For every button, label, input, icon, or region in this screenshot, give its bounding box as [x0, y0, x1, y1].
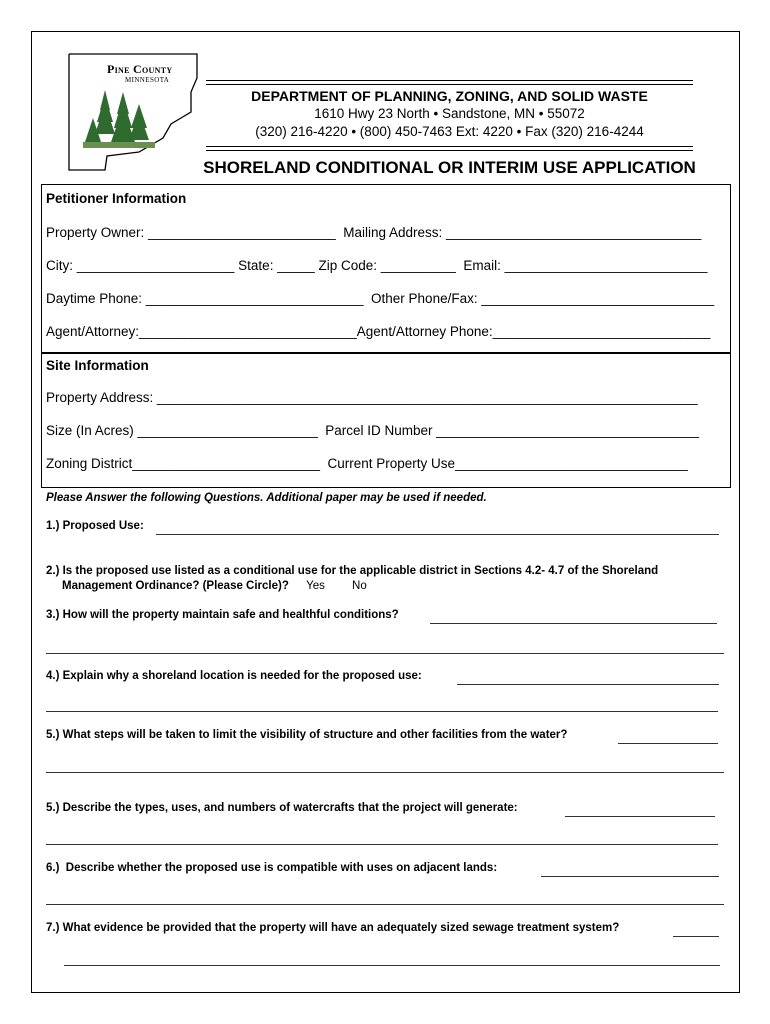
- question-5b: 5.) Describe the types, uses, and numbers of watercrafts that the project will generate:: [46, 802, 518, 814]
- agent-attorney-fields[interactable]: Agent/Attorney:_____________________________Agent/Attorney Phone:_____________________________: [46, 324, 711, 339]
- answer-line-7b[interactable]: [64, 965, 720, 966]
- answer-line-3b[interactable]: [46, 653, 724, 654]
- answer-line-6a[interactable]: [541, 876, 719, 877]
- questions-instructions: Please Answer the following Questions. Additional paper may be used if needed.: [46, 492, 487, 504]
- zoning-current-use-field[interactable]: Zoning District_________________________ Current Property Use_______________________________: [46, 456, 688, 471]
- question-1: 1.) Proposed Use:: [46, 520, 144, 532]
- question-2-line-2: Management Ordinance? (Please Circle)?: [62, 580, 289, 592]
- pine-county-logo: [67, 52, 207, 172]
- department-address: 1610 Hwy 23 North • Sandstone, MN • 55072: [314, 106, 585, 121]
- property-owner-field[interactable]: Property Owner: _________________________ Mailing Address: __________________________________: [46, 225, 702, 240]
- phone-fields[interactable]: Daytime Phone: _____________________________ Other Phone/Fax: _______________________________: [46, 291, 715, 306]
- question-6: 6.) Describe whether the proposed use is compatible with uses on adjacent lands:: [46, 862, 498, 874]
- answer-line-3a[interactable]: [430, 623, 717, 624]
- petitioner-title: Petitioner Information: [46, 191, 187, 206]
- header-rule-top: [206, 80, 693, 81]
- answer-line-1[interactable]: [156, 534, 719, 535]
- answer-line-5b-b[interactable]: [46, 844, 718, 845]
- answer-line-6b[interactable]: [46, 904, 724, 905]
- answer-line-7a[interactable]: [673, 936, 719, 937]
- answer-line-4a[interactable]: [457, 684, 719, 685]
- logo-title: Pine County: [107, 62, 173, 76]
- question-2-line-1: 2.) Is the proposed use listed as a conditional use for the applicable district in Sections 4.2- 4.7 of the Shoreland: [46, 565, 659, 577]
- answer-line-4b[interactable]: [46, 711, 718, 712]
- application-page: [31, 31, 740, 993]
- logo-subtitle: MINNESOTA: [125, 76, 170, 84]
- header-rule-bottom-2: [206, 150, 693, 151]
- size-parcel-field[interactable]: Size (In Acres) ________________________ Parcel ID Number ___________________________________: [46, 423, 700, 438]
- question-7: 7.) What evidence be provided that the property will have an adequately sized sewage treatment system?: [46, 922, 620, 934]
- answer-line-5a-a[interactable]: [618, 743, 718, 744]
- city-state-zip-email-field[interactable]: City: _____________________ State: _____ Zip Code: __________ Email: ___________________________: [46, 258, 708, 273]
- department-phones: (320) 216-4220 • (800) 450-7463 Ext: 4220 • Fax (320) 216-4244: [255, 124, 644, 139]
- header-rule-bottom: [206, 146, 693, 147]
- site-section: [41, 353, 731, 488]
- option-no[interactable]: No: [352, 580, 367, 592]
- application-title: SHORELAND CONDITIONAL OR INTERIM USE APPLICATION: [203, 158, 696, 177]
- question-4: 4.) Explain why a shoreland location is needed for the proposed use:: [46, 670, 422, 682]
- question-5a: 5.) What steps will be taken to limit the visibility of structure and other facilities from the water?: [46, 729, 568, 741]
- petitioner-section: [41, 184, 731, 353]
- option-yes[interactable]: Yes: [306, 580, 325, 592]
- property-address-field[interactable]: Property Address: ________________________________________________________________________: [46, 390, 698, 405]
- department-name: DEPARTMENT OF PLANNING, ZONING, AND SOLID WASTE: [251, 88, 648, 104]
- header-rule-top-2: [206, 84, 693, 85]
- question-2: [46, 564, 726, 594]
- answer-line-5b-a[interactable]: [565, 816, 715, 817]
- question-3: 3.) How will the property maintain safe and healthful conditions?: [46, 609, 399, 621]
- site-title: Site Information: [46, 358, 149, 373]
- answer-line-5a-b[interactable]: [46, 772, 724, 773]
